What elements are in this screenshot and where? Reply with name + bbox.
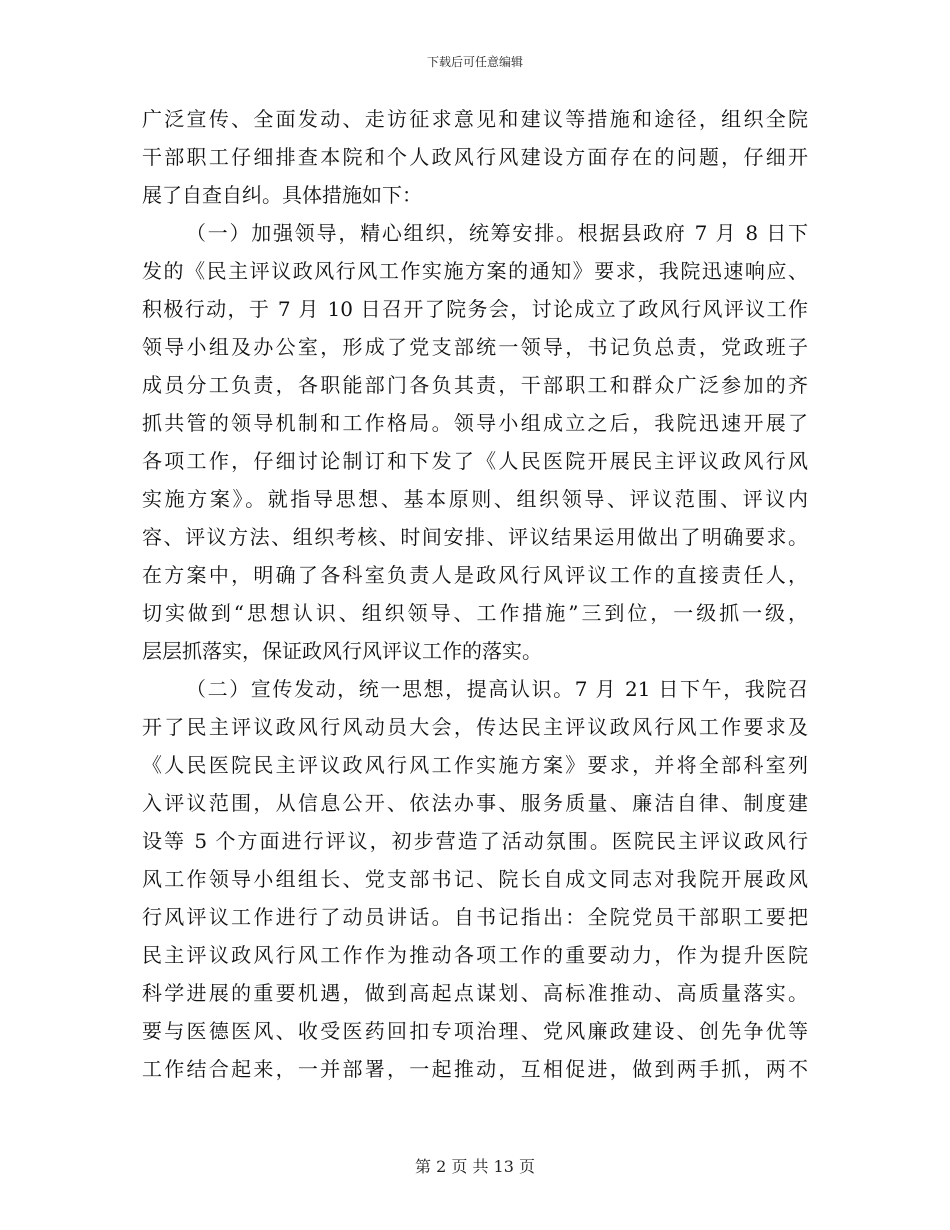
text-line: 层层抓落实，保证政风行风评议工作的落实。 bbox=[142, 639, 542, 663]
text-line: 设等 5 个方面进行评议，初步营造了活动氛围。医院民主评议政风行 bbox=[142, 829, 808, 853]
text-line: 发的《民主评议政风行风工作实施方案的通知》要求，我院迅速响应、 bbox=[142, 259, 808, 283]
text-line: 广泛宣传、全面发动、走访征求意见和建议等措施和途径，组织全院 bbox=[142, 107, 808, 131]
text-line: 领导小组及办公室，形成了党支部统一领导，书记负总责，党政班子 bbox=[142, 335, 808, 359]
text-line: 开了民主评议政风行风动员大会，传达民主评议政风行风工作要求及 bbox=[142, 715, 808, 739]
paragraph-first-line: （一）加强领导，精心组织，统筹安排。根据县政府 7 月 8 日下 bbox=[186, 221, 808, 245]
text-line: 民主评议政风行风工作作为推动各项工作的重要动力，作为提升医院 bbox=[142, 943, 808, 967]
text-line: 工作结合起来，一并部署，一起推动，互相促进，做到两手抓，两不 bbox=[142, 1057, 808, 1081]
text-line: 容、评议方法、组织考核、时间安排、评议结果运用做出了明确要求。 bbox=[142, 525, 808, 549]
text-line: 各项工作，仔细讨论制订和下发了《人民医院开展民主评议政风行风 bbox=[142, 449, 808, 473]
text-line: 《人民医院民主评议政风行风工作实施方案》要求，并将全部科室列 bbox=[142, 753, 808, 777]
text-line: 实施方案》。就指导思想、基本原则、组织领导、评议范围、评议内 bbox=[142, 487, 808, 511]
text-line: 要与医德医风、收受医药回扣专项治理、党风廉政建设、创先争优等 bbox=[142, 1019, 808, 1043]
document-body bbox=[142, 100, 808, 1088]
text-line: 切实做到“思想认识、组织领导、工作措施”三到位，一级抓一级， bbox=[142, 601, 808, 625]
text-line: 风工作领导小组组长、党支部书记、院长自成文同志对我院开展政风 bbox=[142, 867, 808, 891]
text-line: 在方案中，明确了各科室负责人是政风行风评议工作的直接责任人， bbox=[142, 563, 808, 587]
page-header: 下载后可任意编辑 bbox=[426, 55, 523, 69]
text-line: 抓共管的领导机制和工作格局。领导小组成立之后，我院迅速开展了 bbox=[142, 411, 808, 435]
text-line: 展了自查自纠。具体措施如下： bbox=[142, 183, 422, 207]
text-line: 成员分工负责，各职能部门各负其责，干部职工和群众广泛参加的齐 bbox=[142, 373, 808, 397]
text-line: 科学进展的重要机遇，做到高起点谋划、高标准推动、高质量落实。 bbox=[142, 981, 808, 1005]
page-number-footer: 第 2 页 共 13 页 bbox=[415, 1157, 535, 1176]
text-line: 行风评议工作进行了动员讲话。自书记指出：全院党员干部职工要把 bbox=[142, 905, 808, 929]
text-line: 干部职工仔细排查本院和个人政风行风建设方面存在的问题，仔细开 bbox=[142, 145, 808, 169]
text-line: 积极行动，于 7 月 10 日召开了院务会，讨论成立了政风行风评议工作 bbox=[142, 297, 808, 321]
text-line: 入评议范围，从信息公开、依法办事、服务质量、廉洁自律、制度建 bbox=[142, 791, 808, 815]
paragraph-first-line: （二）宣传发动，统一思想，提高认识。7 月 21 日下午，我院召 bbox=[186, 677, 808, 701]
